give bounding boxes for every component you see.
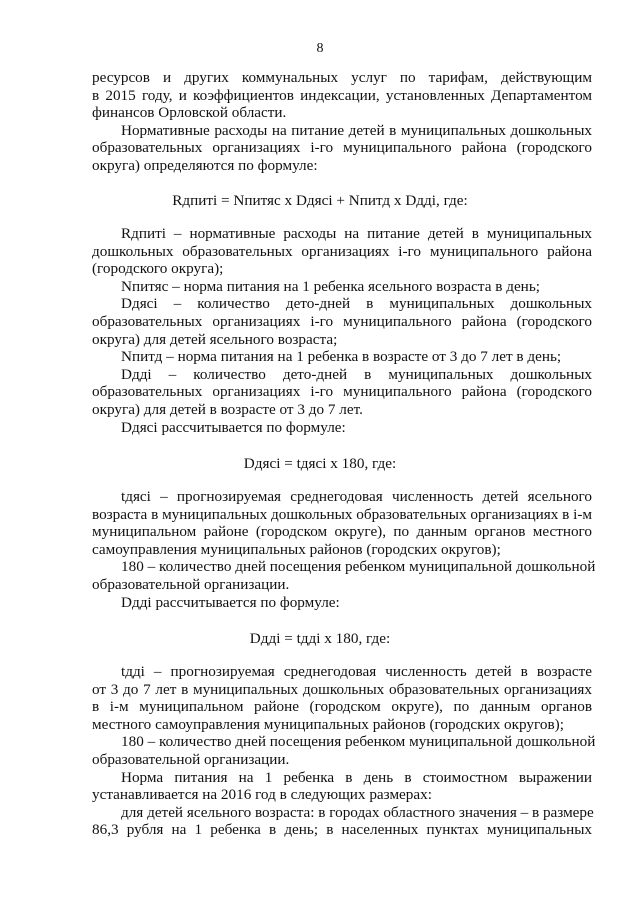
text-line: tдясі – прогнозируемая среднегодовая численность детей ясельного [121, 488, 592, 505]
text-line: муниципальном районе (городском округе), по данным органов местного [92, 523, 592, 541]
text-line: в 2015 году, и коэффициентов индексации, установленных Департаментом [92, 86, 592, 104]
text-line: финансов Орловской области. [92, 104, 287, 122]
text-line: 180 – количество дней посещения ребенком муниципальной дошкольной [121, 558, 596, 576]
text-line: Nпитд – норма питания на 1 ребенка в возрасте от 3 до 7 лет в день; [121, 348, 562, 366]
paragraph-block-2 [92, 225, 592, 436]
text-line: для детей ясельного возраста: в городах областного значения – в размере [121, 803, 594, 821]
text-line: образовательных организациях i-го муниципального района (городского [92, 312, 592, 330]
text-line: местного самоуправления муниципальных районов (городских округов); [92, 715, 564, 733]
text-line: Dдясі рассчитывается по формуле: [121, 418, 346, 436]
text-line: Dдді – количество дето-дней в муниципальных дошкольных [121, 365, 592, 383]
text-line: Норма питания на 1 ребенка в день в стоимостном выражении [121, 768, 592, 786]
text-line: от 3 до 7 лет в муниципальных дошкольных образовательных организациях [92, 680, 592, 698]
text-line: Nпитяс – норма питания на 1 ребенка ясельного возраста в день; [121, 277, 540, 295]
formula-ddd: Dдді = tдді x 180, где: [249, 630, 391, 647]
text-line: устанавливается на 2016 год в следующих размерах: [92, 786, 432, 804]
text-line: Dдді рассчитывается по формуле: [121, 593, 340, 611]
paragraph-block-4 [92, 663, 596, 839]
text-line: образовательных организациях i-го муниципального района (городского [92, 383, 592, 401]
text-line: дошкольных образовательных организациях i-го муниципального района [92, 242, 592, 260]
formula-ddyas: Dдясі = tдясі x 180, где: [243, 455, 397, 472]
paragraph-block-1 [92, 69, 592, 175]
text-line: в i-м муниципальном районе (городском округе), по данным органов [92, 698, 592, 716]
text-line: округа) для детей в возрасте от 3 до 7 лет. [92, 400, 363, 418]
formula-rdpit: Rдпиті = Nпитяс x Dдясі + Nпитд x Dдді, где: [172, 192, 468, 209]
page-number: 8 [316, 41, 324, 56]
text-line: tдді – прогнозируемая среднегодовая численность детей в возрасте [121, 663, 592, 680]
text-line: округа) для детей ясельного возраста; [92, 330, 338, 348]
text-line: возраста в муниципальных дошкольных образовательных организациях в i-м [92, 505, 592, 523]
text-line: Нормативные расходы на питание детей в муниципальных дошкольных [121, 121, 592, 139]
text-line: Dдясі – количество дето-дней в муниципальных дошкольных [121, 295, 592, 313]
text-line: ресурсов и других коммунальных услуг по тарифам, действующим [92, 69, 592, 86]
text-line: 180 – количество дней посещения ребенком муниципальной дошкольной [121, 733, 596, 751]
text-line: Rдпиті – нормативные расходы на питание детей в муниципальных [121, 225, 592, 242]
paragraph-block-3 [92, 488, 596, 611]
text-line: 86,3 рубля на 1 ребенка в день; в населенных пунктах муниципальных [92, 821, 592, 839]
text-line: образовательных организациях i-го муниципального района (городского [92, 139, 592, 157]
text-line: образовательной организации. [92, 750, 290, 768]
text-line: образовательной организации. [92, 575, 290, 593]
text-line: (городского округа); [92, 260, 224, 278]
text-line: округа) определяются по формуле: [92, 156, 318, 174]
text-line: самоуправления муниципальных районов (городских округов); [92, 540, 501, 558]
